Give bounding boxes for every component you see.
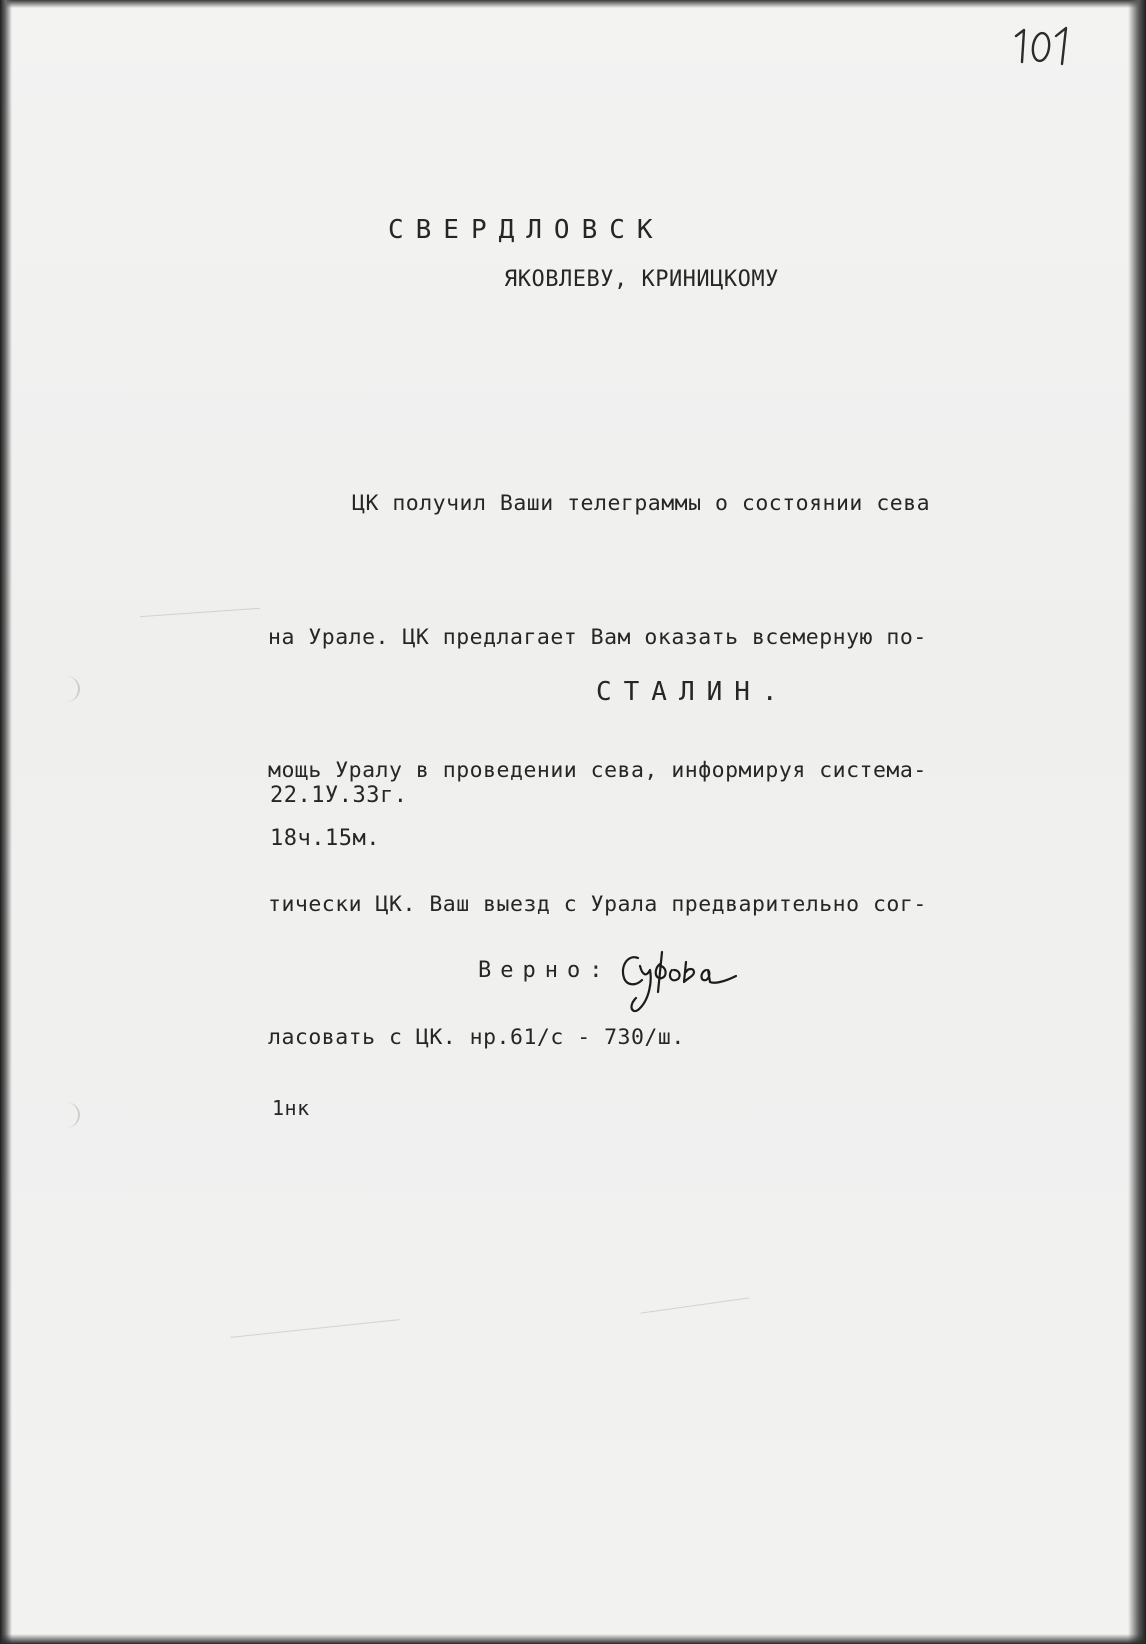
paper-crease <box>640 1297 749 1313</box>
scan-edge-bottom <box>0 1634 1146 1644</box>
attest-label: Верно: <box>478 958 612 983</box>
paper-crease <box>230 1319 399 1338</box>
destination-city: СВЕРДЛОВСК <box>388 215 665 245</box>
scan-edge-top <box>0 0 1146 8</box>
addressee-names: ЯКОВЛЕВУ, КРИНИЦКОМУ <box>504 267 779 292</box>
signer-name: СТАЛИН. <box>596 677 790 707</box>
punch-hole-mark <box>52 676 80 702</box>
dispatch-time: 18ч.15м. <box>270 826 380 851</box>
body-line: на Урале. ЦК предлагает Вам оказать всемерную по- <box>268 624 927 650</box>
dispatch-date: 22.1У.33г. <box>270 783 408 808</box>
scan-edge-left <box>0 0 12 1644</box>
folio-number-handwritten <box>1010 22 1080 75</box>
body-line: ЦК получил Ваши телеграммы о состоянии сева <box>352 491 931 516</box>
office-reference: 1нк <box>272 1096 310 1120</box>
paper-crease <box>140 608 260 617</box>
body-line: ласовать с ЦК. нр.61/с - 730/ш. <box>268 1025 685 1050</box>
scan-edge-right <box>1128 0 1146 1644</box>
telegram-body <box>268 393 930 1150</box>
handwritten-signature <box>614 940 744 1021</box>
body-line: тически ЦК. Ваш выезд с Урала предварительно сог- <box>268 891 927 917</box>
body-line: мощь Уралу в проведении сева, информируя система- <box>268 758 927 783</box>
punch-hole-mark <box>52 1102 80 1128</box>
